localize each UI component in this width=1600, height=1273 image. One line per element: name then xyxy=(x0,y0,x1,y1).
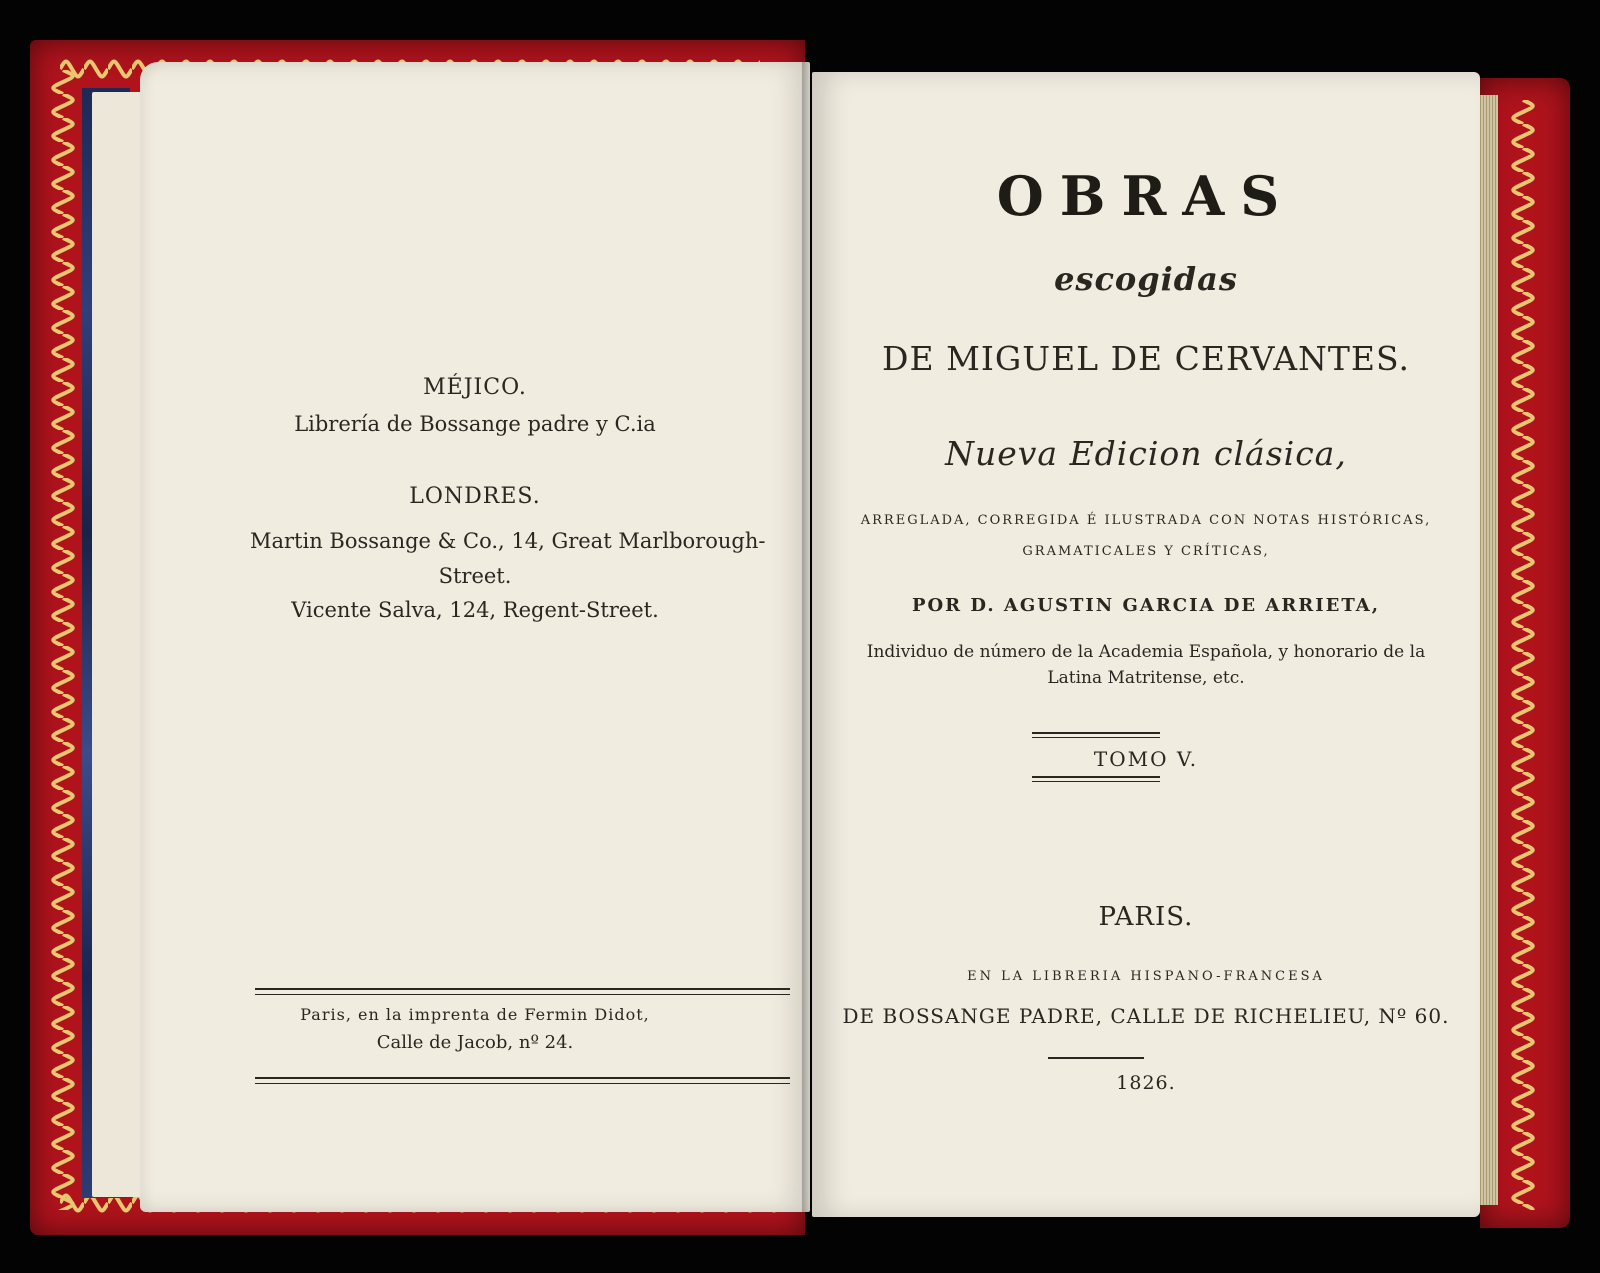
city-london: LONDRES. xyxy=(409,484,541,509)
gold-trim-left xyxy=(46,70,80,1210)
rule xyxy=(1032,737,1160,738)
rule xyxy=(255,1077,790,1079)
rule xyxy=(255,994,790,995)
publisher-2: DE BOSSANGE PADRE, CALLE DE RICHELIEU, Nº 60. xyxy=(842,1004,1450,1028)
place: PARIS. xyxy=(1098,902,1194,932)
description-1: ARREGLADA, CORREGIDA É ILUSTRADA CON NOTAS HISTÓRICAS, xyxy=(860,513,1432,528)
editor: POR D. AGUSTIN GARCIA DE ARRIETA, xyxy=(911,595,1381,616)
rule xyxy=(1048,1057,1144,1059)
printer-line-2: Calle de Jacob, nº 24. xyxy=(376,1032,574,1053)
volume: TOMO V. xyxy=(1093,747,1199,771)
rule xyxy=(1032,776,1160,778)
description-2: GRAMATICALES Y CRÍTICAS, xyxy=(1022,544,1270,559)
editor-credentials-1: Individuo de número de la Academia Española, y honorario de la xyxy=(866,642,1426,662)
london-address-1: Martin Bossange & Co., 14, Great Marlborough- xyxy=(250,529,766,553)
editor-credentials-2: Latina Matritense, etc. xyxy=(1047,668,1245,688)
author: DE MIGUEL DE CERVANTES. xyxy=(882,339,1410,378)
title: OBRAS xyxy=(996,164,1296,228)
gold-trim-right xyxy=(1506,100,1540,1210)
rule xyxy=(1032,732,1160,734)
rule xyxy=(255,988,790,990)
rule xyxy=(1032,781,1160,782)
year: 1826. xyxy=(1116,1072,1176,1094)
london-address-1-cont: Street. xyxy=(438,564,512,588)
left-page xyxy=(140,62,810,1212)
publisher-1: EN LA LIBRERIA HISPANO-FRANCESA xyxy=(967,969,1325,984)
london-address-2: Vicente Salva, 124, Regent-Street. xyxy=(291,598,659,622)
page-edges xyxy=(1478,95,1498,1205)
edition: Nueva Edicion clásica, xyxy=(945,434,1347,473)
bookseller-mexico: Librería de Bossange padre y C.ia xyxy=(294,412,656,436)
subtitle: escogidas xyxy=(1054,260,1238,298)
rule xyxy=(255,1083,790,1084)
city-mexico: MÉJICO. xyxy=(423,375,527,400)
printer-line-1: Paris, en la imprenta de Fermin Didot, xyxy=(300,1005,650,1024)
title-page xyxy=(812,72,1480,1217)
